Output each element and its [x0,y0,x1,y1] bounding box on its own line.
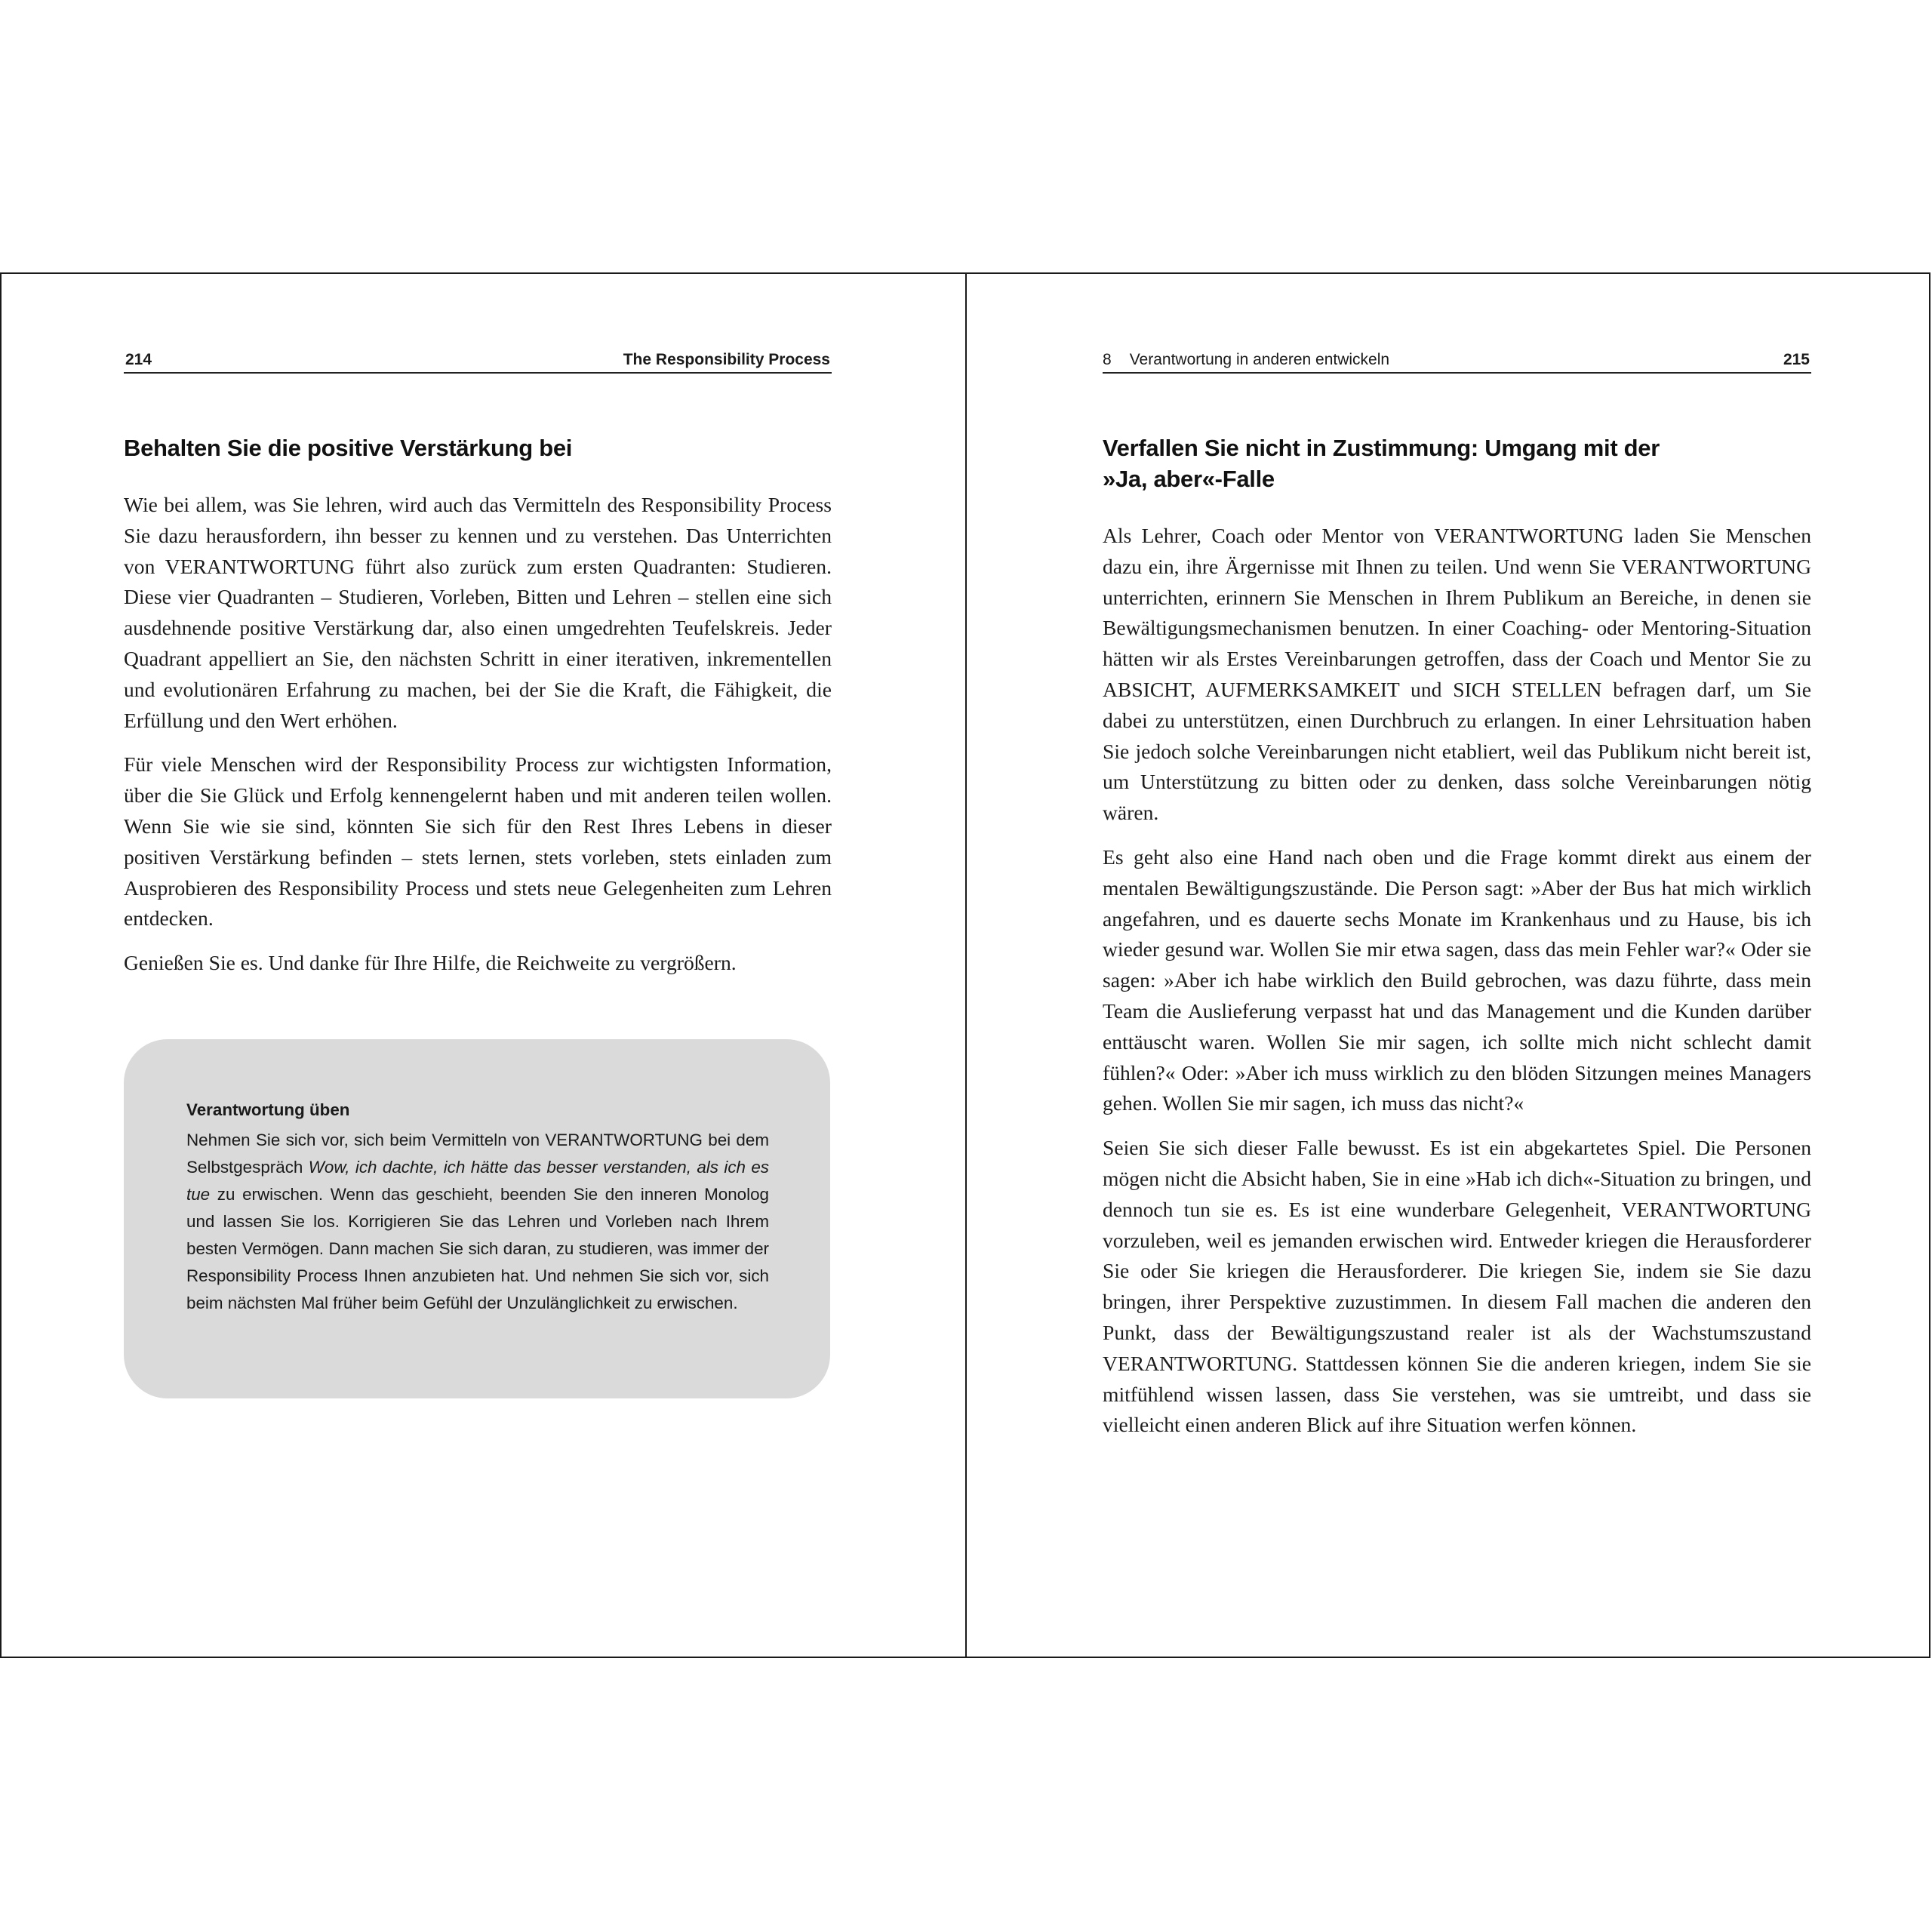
paragraph: Wie bei allem, was Sie lehren, wird auch das Vermitteln des Responsibility Process Sie dazu herausfordern, ihn besser zu kennen und zu verstehen. Das Unterrichten von VERANTWORTUNG führt also zurück zum ersten Quadranten: Studieren. Diese vier Quadranten – Studieren, Vorleben, Bitten und Lehren – stellen eine sich ausdehnende positive Verstärkung dar, also einen umgedrehten Teufelskreis. Jeder Quadrant appelliert an Sie, den nächsten Schritt in einer iterativen, inkrementellen und evolutionären Erfahrung zu machen, bei der Sie die Kraft, die Fähigkeit, die Erfüllung und den Wert erhöhen. [124,493,832,732]
section-heading-text: Behalten Sie die positive Verstärkung bei [124,435,573,461]
chapter-title: Verantwortung in anderen entwickeln [1129,351,1390,368]
section-heading [124,432,572,463]
exercise-box-title: Verantwortung üben [186,1100,350,1119]
page-number: 215 [1783,351,1810,368]
running-title [1103,351,1389,369]
chapter-number: 8 [1103,351,1112,368]
paragraph: Als Lehrer, Coach oder Mentor von VERANTWORTUNG laden Sie Menschen dazu ein, ihre Ärgernisse mit Ihnen zu teilen. Und wenn Sie VERANTWORTUNG unterrichten, erinnern Sie Menschen in Ihrem Publikum an Bereiche, in denen sie Bewältigungsmechanismen benutzen. In einer Coaching- oder Mentoring-Situation hätten wir als Erstes Vereinbarungen getroffen, dass der Coach und Mentor Sie zu ABSICHT, AUFMERKSAMKEIT und SICH STELLEN befragen darf, um Sie dabei zu unterstützen, einen Durchbruch zu erlangen. In einer Lehrsituation haben Sie jedoch solche Vereinbarungen nicht etabliert, weil das Publikum nicht bereit ist, um Unterstützung zu bitten oder zu denken, dass solche Vereinbarungen nötig wären. [1103,524,1811,825]
exercise-box [124,1039,830,1398]
box-text-part: zu erwischen. Wenn das geschieht, beenden Sie den inneren Monolog und lassen Sie los. Korrigieren Sie das Lehren und Vorleben nach Ihrem besten Vermögen. Dann machen Sie sich daran, zu studieren, was immer der Responsibility Process Ihnen anzubieten hat. Und nehmen Sie sich vor, sich beim nächsten Mal früher beim Gefühl der Unzulänglichkeit zu erwischen. [186,1185,769,1312]
exercise-box-content [186,1097,769,1317]
paragraph: Seien Sie sich dieser Falle bewusst. Es ist ein abgekartetes Spiel. Die Personen mögen nicht die Absicht haben, Sie in eine »Hab ich dich«-Situation zu bringen, und dennoch tun sie es. Es ist eine wunderbare Gelegenheit, VERANTWORTUNG vorzuleben, weil es jemanden erwischen wird. Entweder kriegen die Herausforderer Sie oder Sie kriegen die Herausforderer. Die kriegen Sie, indem sie Sie dazu bringen, ihrer Perspektive zuzustimmen. In diesem Fall machen die anderen den Punkt, dass der Bewältigungszustand realer ist als der Wachstumszustand VERANTWORTUNG. Stattdessen können Sie die anderen kriegen, indem Sie sie mitfühlend wissen lassen, dass Sie verstehen, was sie umtreibt, und dass sie vielleicht einen anderen Blick auf ihre Situation werfen können. [1103,1136,1811,1437]
section-heading [1103,432,1660,494]
book-spread [0,272,1930,1658]
left-page [124,274,832,1657]
running-title: The Responsibility Process [623,351,830,368]
right-page [1103,274,1811,1657]
page-gutter [965,274,967,1657]
body-text [1103,521,1811,1454]
running-head-right [1103,349,1811,374]
box-text-part: Nehmen Sie sich vor, sich beim Vermitteln von VERANTWORTUNG bei dem Selbstgespräch [186,1131,769,1177]
page-number: 214 [125,351,152,368]
box-text-italic: Wow, ich dachte, ich hätte das besser verstanden, als ich es tue [186,1158,769,1204]
section-heading-line: »Ja, aber«-Falle [1103,466,1275,492]
paragraph: Genießen Sie es. Und danke für Ihre Hilfe, die Reichweite zu vergrößern. [124,951,737,975]
exercise-box-text [186,1127,769,1317]
paragraph: Es geht also eine Hand nach oben und die Frage kommt direkt aus einem der mentalen Bewältigungszustände. Die Person sagt: »Aber der Bus hat mich wirklich angefahren, und es dauerte sechs Monate im Krankenhaus und zu Hause, bis ich wieder gesund war. Wollen Sie mir etwa sagen, dass das mein Fehler war?« Oder sie sagen: »Aber ich habe wirklich den Build gebrochen, was dazu führte, dass mein Team die Auslieferung verpasst hat und das Management und die Kunden darüber enttäuscht waren. Wollen Sie mir sagen, ich sollte mich nicht schlecht damit fühlen?« Oder: »Aber ich muss wirklich zu den blöden Sitzungen meines Managers gehen. Wollen Sie mir sagen, ich muss das nicht?« [1103,844,1811,1115]
section-heading-line: Verfallen Sie nicht in Zustimmung: Umgang mit der [1103,435,1660,461]
paragraph: Für viele Menschen wird der Responsibility Process zur wichtigsten Information, über die Sie Glück und Erfolg kennengelernt haben und mit anderen teilen wollen. Wenn Sie wie sie sind, könnten Sie sich für den Rest Ihres Lebens in dieser positiven Verstärkung befinden – stets lernen, stets vorleben, stets einladen zum Ausprobieren des Responsibility Process und stets neue Gelegenheiten zum Lehren entdecken. [124,752,832,931]
running-head-left [124,349,832,374]
body-text [124,490,832,992]
